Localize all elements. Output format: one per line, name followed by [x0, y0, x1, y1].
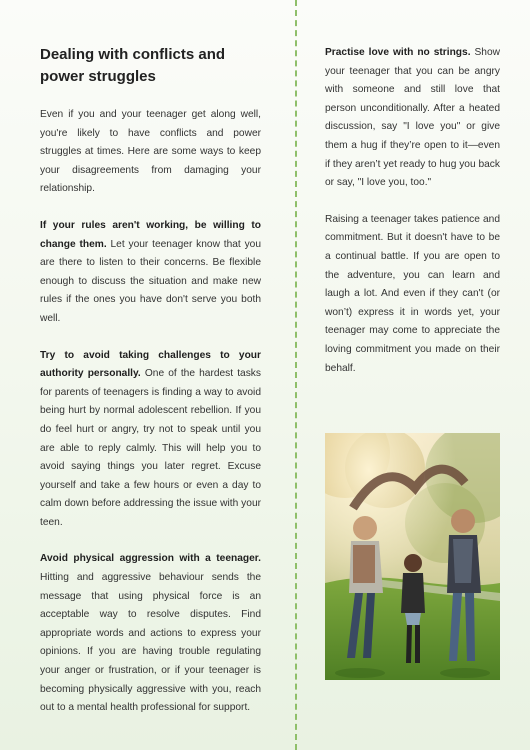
tip-love-paragraph [325, 44, 500, 193]
closing-paragraph: Raising a teenager takes patience and commitment. But it doesn't have to be a continual battle. If you are open to the adventure, you can learn and laugh a lot. And even if they can't (or won’t) express it in words yet, your teenager may come to appreciate the loving commitment you made on their behalf. [325, 213, 500, 374]
family-photo [325, 433, 500, 680]
tip-aggression-title: Avoid physical aggression with a teenager. [40, 553, 261, 565]
tip-aggression-paragraph [40, 550, 261, 717]
tip-love-body: Show your teenager that you can be angry with someone and still love that person unconditionally. After a heated discussion, say "I love you" or give them a hug if they’re open to it—even if they aren’t yet ready to hug you back or say, "I love you, too." [325, 47, 500, 189]
right-column [325, 44, 500, 396]
tip-rules-body: Let your teenager know that you are there to listen to their concerns. Be flexible enough to discuss the situation and make new rules if the ones you have don't serve you both well. [40, 238, 261, 324]
section-heading: Dealing with conflicts and power struggles [40, 46, 226, 85]
column-divider [295, 0, 297, 750]
tip-rules-title: If your rules aren't working, be willing to change them. [40, 219, 261, 250]
intro-paragraph: Even if you and your teenager get along well, you're likely to have conflicts and power struggles at times. Here are some ways to keep your disagreements from damaging your relationship. [40, 109, 261, 195]
tip-authority-body: One of the hardest tasks for parents of teenagers is finding a way to avoid being hurt by normal adolescent rebellion. If you do feel hurt or angry, try not to speak until you are able to reply calmly. This will help you to avoid saying things you later regret. Excuse yourself and take a few hours or even a day to calm down before addressing the issue with your teen. [40, 368, 261, 528]
tip-authority-title: Try to avoid taking challenges to your authority personally. [40, 349, 261, 380]
left-column [40, 44, 261, 736]
tip-love-title: Practise love with no strings. [325, 47, 471, 58]
tip-rules-paragraph [40, 217, 261, 329]
tip-aggression-body: Hitting and aggressive behaviour sends the message that using physical force is an acceptable way to resolve disputes. Find appropriate words and actions to express your opinions. If you are having trouble regulating your anger or frustration, or if your teenager is becoming physically aggressive with you, reach out to a mental health professional for support. [40, 572, 261, 714]
tip-authority-paragraph [40, 347, 261, 533]
